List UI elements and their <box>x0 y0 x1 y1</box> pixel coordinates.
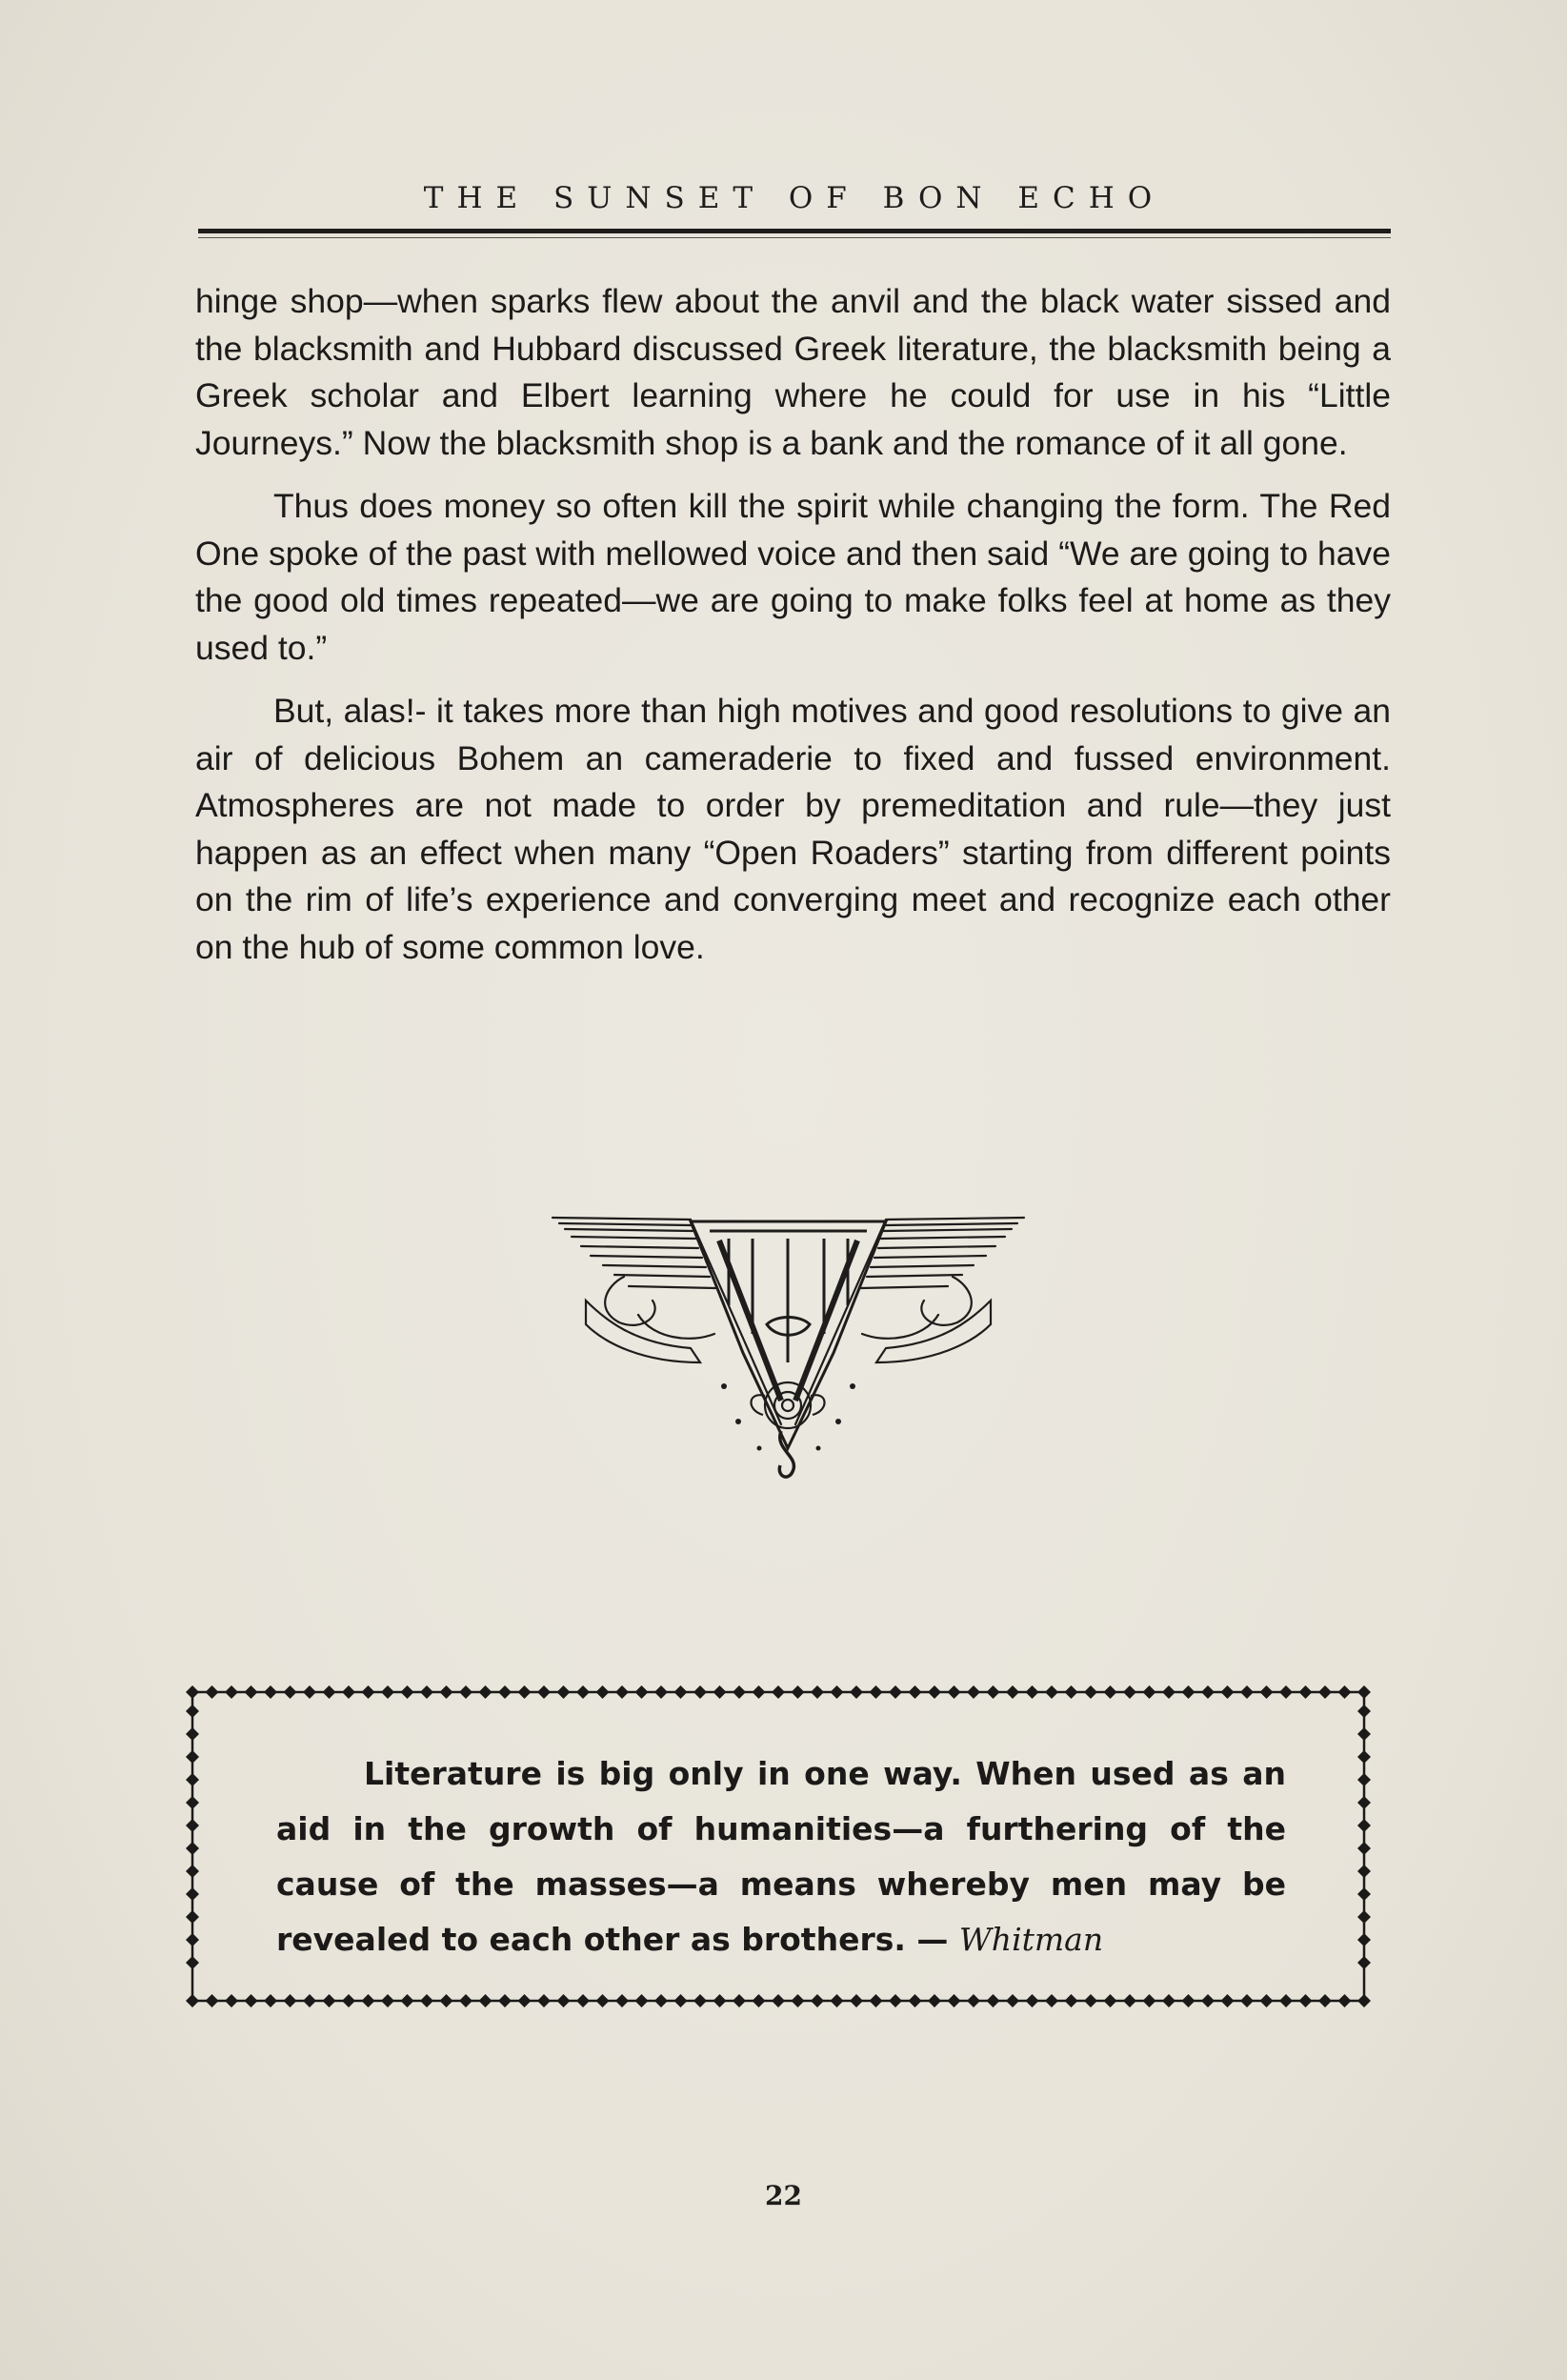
border-diamond <box>186 1727 199 1741</box>
border-diamond <box>1357 1842 1371 1855</box>
border-diamond <box>1357 1819 1371 1832</box>
border-diamond <box>889 1685 902 1699</box>
border-diamond <box>264 1685 277 1699</box>
border-diamond <box>1260 1994 1274 2007</box>
border-diamond <box>1357 1933 1371 1946</box>
border-diamond <box>186 1819 199 1832</box>
border-diamond <box>713 1685 727 1699</box>
border-diamond <box>615 1994 629 2007</box>
border-diamond <box>303 1685 316 1699</box>
border-diamond <box>870 1685 883 1699</box>
border-diamond <box>557 1685 571 1699</box>
border-diamond <box>870 1994 883 2007</box>
quote-box <box>183 1684 1374 2008</box>
border-diamond <box>206 1685 219 1699</box>
border-diamond <box>186 1994 199 2007</box>
border-diamond <box>967 1685 980 1699</box>
border-diamond <box>362 1994 375 2007</box>
border-diamond <box>1006 1994 1019 2007</box>
border-diamond <box>811 1994 824 2007</box>
border-diamond <box>1357 1865 1371 1878</box>
border-diamond <box>733 1685 746 1699</box>
border-diamond <box>674 1685 688 1699</box>
border-diamond <box>303 1994 316 2007</box>
border-diamond <box>1201 1685 1215 1699</box>
border-diamond <box>909 1685 922 1699</box>
border-diamond <box>1357 1773 1371 1786</box>
border-diamond <box>1045 1685 1058 1699</box>
border-diamond <box>1299 1994 1313 2007</box>
border-diamond <box>186 1796 199 1809</box>
border-diamond <box>1143 1685 1156 1699</box>
body-text <box>195 278 1391 987</box>
border-diamond <box>1299 1685 1313 1699</box>
border-diamond <box>948 1685 961 1699</box>
border-diamond <box>654 1994 668 2007</box>
header-rule-thin <box>198 237 1391 238</box>
border-diamond <box>909 1994 922 2007</box>
border-diamond <box>401 1994 414 2007</box>
border-diamond <box>186 1704 199 1718</box>
border-diamond <box>264 1994 277 2007</box>
border-diamond <box>576 1685 590 1699</box>
border-diamond <box>596 1994 610 2007</box>
border-diamond <box>635 1685 649 1699</box>
quote-text <box>276 1746 1286 1967</box>
border-diamond <box>792 1994 805 2007</box>
border-diamond <box>459 1994 472 2007</box>
border-diamond <box>1357 1796 1371 1809</box>
border-diamond <box>1143 1994 1156 2007</box>
border-diamond <box>284 1685 297 1699</box>
border-diamond <box>362 1685 375 1699</box>
border-diamond <box>342 1685 355 1699</box>
border-diamond <box>850 1994 863 2007</box>
border-diamond <box>987 1994 1000 2007</box>
border-diamond <box>596 1685 610 1699</box>
border-diamond <box>1357 1727 1371 1741</box>
border-diamond <box>186 1887 199 1901</box>
border-diamond <box>498 1685 512 1699</box>
border-diamond <box>537 1685 551 1699</box>
border-diamond <box>811 1685 824 1699</box>
border-diamond <box>381 1994 394 2007</box>
border-diamond <box>1357 1910 1371 1924</box>
border-diamond <box>342 1994 355 2007</box>
border-diamond <box>1123 1994 1136 2007</box>
border-diamond <box>245 1994 258 2007</box>
border-diamond <box>557 1994 571 2007</box>
border-diamond <box>284 1994 297 2007</box>
border-diamond <box>1182 1685 1195 1699</box>
border-diamond <box>792 1685 805 1699</box>
border-diamond <box>381 1685 394 1699</box>
border-diamond <box>1318 1685 1332 1699</box>
quote-author: Whitman <box>958 1921 1104 1958</box>
page-number: 22 <box>765 2180 802 2211</box>
border-diamond <box>1104 1685 1117 1699</box>
border-diamond <box>733 1994 746 2007</box>
border-diamond <box>420 1994 433 2007</box>
border-diamond <box>693 1685 707 1699</box>
running-header: THE SUNSET OF BON ECHO <box>423 181 1166 215</box>
border-diamond <box>1162 1994 1175 2007</box>
border-diamond <box>1357 1887 1371 1901</box>
border-diamond <box>1006 1685 1019 1699</box>
border-diamond <box>831 1994 844 2007</box>
border-diamond <box>1104 1994 1117 2007</box>
border-diamond <box>186 1750 199 1764</box>
border-diamond <box>1045 1994 1058 2007</box>
border-diamond <box>576 1994 590 2007</box>
border-diamond <box>753 1994 766 2007</box>
border-diamond <box>772 1994 785 2007</box>
border-diamond <box>850 1685 863 1699</box>
border-diamond <box>987 1685 1000 1699</box>
border-diamond <box>440 1685 453 1699</box>
border-diamond <box>654 1685 668 1699</box>
border-diamond <box>186 1910 199 1924</box>
border-diamond <box>323 1994 336 2007</box>
border-diamond <box>635 1994 649 2007</box>
border-diamond <box>479 1994 492 2007</box>
border-diamond <box>1065 1994 1078 2007</box>
border-diamond <box>1318 1994 1332 2007</box>
border-diamond <box>1162 1685 1175 1699</box>
border-diamond <box>753 1685 766 1699</box>
border-diamond <box>1357 1956 1371 1969</box>
border-diamond <box>1357 1994 1371 2007</box>
border-diamond <box>693 1994 707 2007</box>
border-diamond <box>1338 1994 1352 2007</box>
border-diamond <box>420 1685 433 1699</box>
border-diamond <box>225 1994 238 2007</box>
border-diamond <box>440 1994 453 2007</box>
border-diamond <box>1182 1994 1195 2007</box>
border-diamond <box>713 1994 727 2007</box>
border-diamond <box>479 1685 492 1699</box>
border-diamond <box>772 1685 785 1699</box>
border-diamond <box>186 1842 199 1855</box>
border-diamond <box>615 1685 629 1699</box>
border-diamond <box>1201 1994 1215 2007</box>
border-diamond <box>245 1685 258 1699</box>
border-diamond <box>1065 1685 1078 1699</box>
border-diamond <box>498 1994 512 2007</box>
border-diamond <box>1221 1994 1235 2007</box>
border-diamond <box>1084 1994 1097 2007</box>
border-diamond <box>206 1994 219 2007</box>
border-diamond <box>186 1933 199 1946</box>
border-diamond <box>186 1685 199 1699</box>
quote-dash: — <box>905 1921 959 1958</box>
border-diamond <box>1026 1685 1039 1699</box>
border-diamond <box>186 1956 199 1969</box>
border-diamond <box>1279 1994 1293 2007</box>
border-diamond <box>1240 1994 1254 2007</box>
quote-body: Literature is big only in one way. When used as an aid in the growth of humanities—a furthering of the cause of the masses—a means whereby men may be revealed to each other as brothers. <box>276 1755 1286 1958</box>
border-diamond <box>928 1994 941 2007</box>
winged-monogram-ornament-icon <box>548 1210 1029 1496</box>
border-diamond <box>186 1773 199 1786</box>
border-diamond <box>889 1994 902 2007</box>
border-diamond <box>1357 1704 1371 1718</box>
border-diamond <box>674 1994 688 2007</box>
border-diamond <box>459 1685 472 1699</box>
border-diamond <box>1084 1685 1097 1699</box>
border-diamond <box>1260 1685 1274 1699</box>
border-diamond <box>928 1685 941 1699</box>
border-diamond <box>967 1994 980 2007</box>
border-diamond <box>401 1685 414 1699</box>
border-diamond <box>1221 1685 1235 1699</box>
paragraph-3: But, alas!- it takes more than high motives and good resolutions to give an air of delicious Bohem an cameraderie to fixed and fussed environment. Atmospheres are not made to order by premeditation and rule—they just happen as an effect when many “Open Roaders” starting from different points on the rim of life’s experience and converging meet and recognize each other on the hub of some common love. <box>195 692 1391 966</box>
paragraph-1: hinge shop—when sparks flew about the anvil and the black water sissed and the blacksmith and Hubbard discussed Greek literature, the blacksmith being a Greek scholar and Elbert learning where he could for use in his “Little Journeys.” Now the blacksmith shop is a bank and the romance of it all gone. <box>195 282 1391 462</box>
border-diamond <box>1240 1685 1254 1699</box>
border-diamond <box>225 1685 238 1699</box>
border-diamond <box>1123 1685 1136 1699</box>
border-diamond <box>537 1994 551 2007</box>
border-diamond <box>1338 1685 1352 1699</box>
border-diamond <box>831 1685 844 1699</box>
border-diamond <box>1279 1685 1293 1699</box>
border-diamond <box>323 1685 336 1699</box>
border-diamond <box>518 1994 532 2007</box>
border-diamond <box>1357 1685 1371 1699</box>
header-rule <box>198 229 1391 233</box>
border-diamond <box>1357 1750 1371 1764</box>
border-diamond <box>186 1865 199 1878</box>
border-diamond <box>948 1994 961 2007</box>
border-diamond <box>1026 1994 1039 2007</box>
paragraph-2: Thus does money so often kill the spirit while changing the form. The Red One spoke of the past with mellowed voice and then said “We are going to have the good old times repeated—we are going to make folks feel at home as they used to.” <box>195 487 1391 667</box>
border-diamond <box>518 1685 532 1699</box>
